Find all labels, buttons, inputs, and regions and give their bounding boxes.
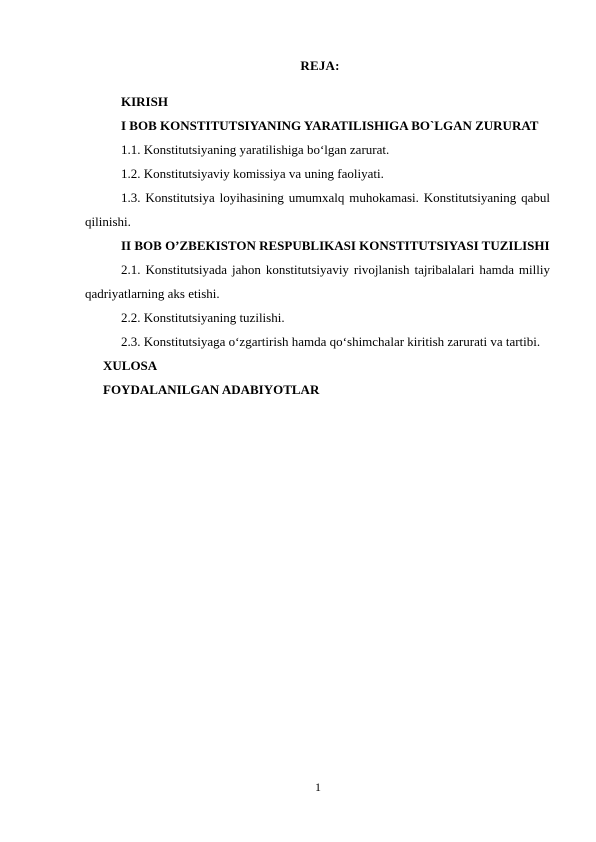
page-number: 1 (315, 780, 321, 794)
toc-xulosa: XULOSA (103, 358, 158, 373)
toc-item-2-1: 2.1. Konstitutsiyada jahon konstitutsiyaviy rivojlanish tajribalalari hamda milliy qadriyatlarning aks etishi. (85, 262, 550, 301)
toc-item-1-2: 1.2. Konstitutsiyaviy komissiya va uning faoliyati. (121, 166, 384, 181)
toc-chapter-2-heading: II BOB O’ZBEKISTON RESPUBLIKASI KONSTITUTSIYASI TUZILISHI (121, 238, 550, 253)
toc-chapter-1-heading: I BOB KONSTITUTSIYANING YARATILISHIGA BO`LGAN ZURURAT (121, 118, 539, 133)
toc-kirish: KIRISH (121, 94, 168, 109)
page-title: REJA: (300, 58, 340, 73)
toc-item-1-1: 1.1. Konstitutsiyaning yaratilishiga bo‘lgan zarurat. (121, 142, 390, 157)
toc-item-1-3: 1.3. Konstitutsiya loyihasining umumxalq muhokamasi. Konstitutsiyaning qabul qilinishi. (85, 190, 550, 229)
toc-item-2-3: 2.3. Konstitutsiyaga o‘zgartirish hamda qo‘shimchalar kiritish zarurati va tartibi. (121, 334, 541, 349)
toc-references: FOYDALANILGAN ADABIYOTLAR (103, 382, 320, 397)
toc-item-2-2: 2.2. Konstitutsiyaning tuzilishi. (121, 310, 285, 325)
table-of-contents (85, 90, 550, 402)
